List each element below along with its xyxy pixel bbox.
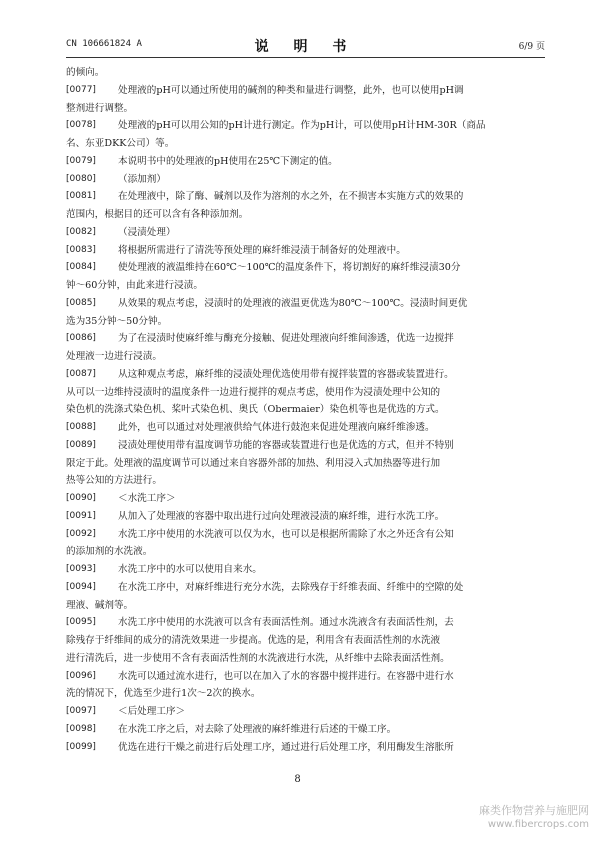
paragraph-number: [0095] (66, 617, 96, 628)
paragraph-text-line: 洗的情况下，优选至少进行1次～2次的换水。 (66, 688, 261, 700)
paragraph-number: [0090] (66, 493, 96, 503)
paragraph-text-line: 从可以一边维持浸渍时的温度条件一边进行搅拌的观点考虑，使用作为浸渍处理中公知的 (66, 386, 441, 398)
paragraph-number: [0092] (66, 528, 96, 539)
paragraph-text-line: 除残存于纤维间的成分的清洗效果进一步提高。优选的是，利用含有表面活性剂的水洗液 (66, 635, 441, 646)
paragraph-text-line: 热等公知的方法进行。 (66, 475, 162, 487)
paragraph (66, 224, 546, 242)
paragraph-text-line: 从加入了处理液的容器中取出进行过向处理液浸渍的麻纤维，进行水洗工序。 (118, 510, 445, 522)
paragraph (66, 366, 546, 384)
paragraph-text-line: 范围内，根据目的还可以含有各种添加剂。 (66, 209, 249, 220)
paragraph (66, 64, 546, 82)
paragraph-text-line: 限定于此。处理液的温度调节可以通过来自容器外部的加热、利用浸入式加热器等进行加 (66, 457, 441, 469)
paragraph (66, 153, 546, 171)
paragraph-text-line: 从这种观点考虑，麻纤维的浸渍处理优选使用带有搅拌装置的容器或装置进行。 (118, 368, 454, 380)
paragraph (66, 668, 546, 686)
paragraph-number: [0083] (66, 244, 96, 255)
paragraph-number: [0084] (66, 262, 96, 273)
paragraph-number: [0089] (66, 439, 96, 450)
paragraph-text-line: 水洗可以通过流水进行，也可以在加入了水的容器中搅拌进行。在容器中进行水 (118, 670, 454, 682)
paragraph-number: [0099] (66, 741, 96, 752)
paragraph-text-line: 染色机的洗涤式染色机、桨叶式染色机、奥氏（Obermaier）染色机等也是优选的方式。 (66, 404, 445, 416)
paragraph-number: [0094] (66, 581, 96, 592)
document-body (66, 64, 546, 756)
paragraph-text-line: 优选在进行干燥之前进行后处理工序，通过进行后处理工序，利用酶发生溶胀所 (118, 741, 454, 753)
paragraph (66, 526, 546, 544)
page-indicator: 6/9 页 (518, 42, 545, 52)
paragraph-text-line: 选为35分钟～50分钟。 (66, 315, 168, 327)
paragraph (66, 739, 546, 757)
paragraph-text-line: 水洗工序中使用的水洗液可以含有表面活性剂。通过水洗液含有表面活性剂，去 (118, 617, 454, 629)
page-number: 8 (294, 774, 301, 785)
paragraph-number: [0080] (66, 173, 96, 184)
paragraph-text-line: 浸渍处理使用带有温度调节功能的容器或装置进行也是优选的方式，但并不特别 (118, 439, 454, 451)
paragraph-text-line: 本说明书中的处理液的pH使用在25℃下测定的值。 (118, 155, 338, 167)
paragraph (66, 419, 546, 437)
document-title: 说 明 书 (254, 39, 357, 55)
paragraph (66, 330, 546, 348)
paragraph-text-line: （添加剂） (118, 173, 166, 185)
paragraph-text-line: ＜水洗工序＞ (118, 493, 176, 504)
paragraph-text-line: 为了在浸渍时使麻纤维与酶充分接触、促进处理液向纤维间渗透，优选一边搅拌 (118, 333, 454, 345)
paragraph (66, 508, 546, 526)
paragraph-text-line: 钟～60分钟，由此来进行浸渍。 (66, 280, 203, 291)
paragraph-number: [0077] (66, 84, 96, 95)
paragraph-text-line: 水洗工序中使用的水洗液可以仅为水，也可以是根据所需除了水之外还含有公知 (118, 528, 454, 540)
paragraph-text-line: 处理液一边进行浸渍。 (66, 351, 162, 362)
paragraph (66, 117, 546, 135)
paragraph (66, 579, 546, 597)
paragraph-number: [0093] (66, 564, 96, 574)
paragraph-number: [0091] (66, 510, 96, 521)
paragraph-text-line: 整剂进行调整。 (66, 102, 134, 114)
paragraph-number: [0088] (66, 422, 96, 432)
paragraph-number: [0079] (66, 155, 96, 166)
paragraph (66, 295, 546, 313)
paragraph-number: [0097] (66, 706, 96, 716)
paragraph (66, 437, 546, 455)
paragraph-number: [0081] (66, 191, 96, 202)
paragraph-number: [0085] (66, 297, 96, 308)
paragraph-text-line: 将根据所需进行了清洗等预处理的麻纤维浸渍于制备好的处理液中。 (118, 244, 406, 256)
paragraph-text-line: （浸渍处理） (118, 226, 176, 238)
site-watermark (429, 802, 589, 830)
paragraph (66, 490, 546, 508)
paragraph (66, 242, 546, 260)
paragraph (66, 703, 546, 721)
paragraph-text-line: 处理液的pH可以用公知的pH计进行测定。作为pH计，可以使用pH计HM-30R（商品 (118, 120, 486, 132)
paragraph-text-line: 的添加剂的水洗液。 (66, 546, 153, 558)
paragraph-number: [0086] (66, 333, 96, 344)
paragraph-text-line: ＜后处理工序＞ (118, 706, 186, 717)
paragraph (66, 82, 546, 100)
publication-number: CN 106661824 A (66, 39, 142, 49)
paragraph-number: [0096] (66, 670, 96, 681)
paragraph-text-line: 此外，也可以通过对处理液供给气体进行鼓泡来促进处理液向麻纤维渗透。 (118, 422, 435, 433)
header-rule (66, 57, 545, 58)
paragraph (66, 188, 546, 206)
paragraph-text-line: 理液、碱剂等。 (66, 599, 134, 611)
paragraph-text-line: 进行清洗后，进一步使用不含有表面活性剂的水洗液进行水洗，从纤维中去除表面活性剂。 (66, 652, 450, 664)
paragraph-text-line: 从效果的观点考虑，浸渍时的处理液的液温更优选为80℃～100℃。浸渍时间更优 (118, 297, 468, 309)
paragraph (66, 721, 546, 739)
paragraph-text-line: 处理液的pH可以通过所使用的碱剂的种类和量进行调整，此外，也可以使用pH调 (118, 84, 464, 96)
watermark-url: www.fibercrops.com (487, 819, 589, 830)
paragraph-text-line: 在处理液中，除了酶、碱剂以及作为溶剂的水之外，在不损害本实施方式的效果的 (118, 191, 464, 203)
paragraph-number: [0098] (66, 723, 96, 734)
paragraph (66, 171, 546, 189)
paragraph (66, 561, 546, 579)
paragraph (66, 259, 546, 277)
paragraph-text-line: 名、东亚DKK公司）等。 (66, 138, 175, 149)
paragraph-text-line: 在水洗工序中，对麻纤维进行充分水洗，去除残存于纤维表面、纤维中的空隙的处 (118, 581, 464, 593)
watermark-title: 麻类作物营养与施肥网 (479, 804, 589, 817)
paragraph-number: [0082] (66, 226, 96, 237)
page-header (66, 36, 545, 58)
paragraph-number: [0087] (66, 368, 96, 379)
paragraph-text-line: 水洗工序中的水可以使用自来水。 (118, 564, 262, 575)
paragraph-number: [0078] (66, 120, 96, 131)
paragraph (66, 614, 546, 632)
paragraph-text-line: 的倾向。 (66, 67, 105, 78)
paragraph-text-line: 使处理液的液温维持在60℃～100℃的温度条件下，将切割好的麻纤维浸渍30分 (118, 262, 461, 274)
paragraph-text-line: 在水洗工序之后，对去除了处理液的麻纤维进行后述的干燥工序。 (118, 723, 397, 735)
